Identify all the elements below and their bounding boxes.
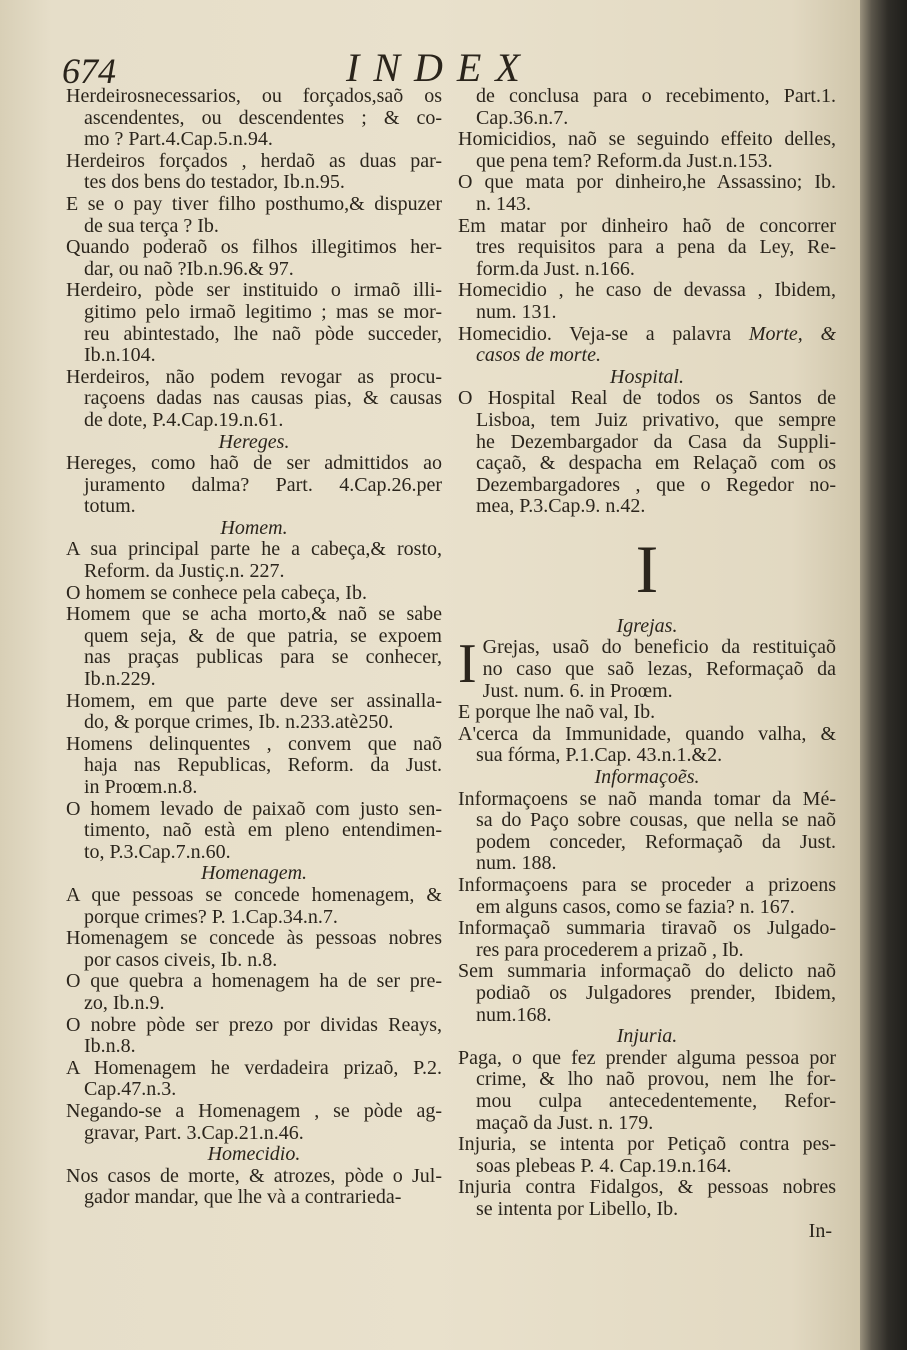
entry-line: A sua principal parte he a cabeça,& rosto, [66, 538, 442, 561]
entry-line: n. 143. [476, 192, 531, 215]
index-entry [458, 875, 836, 918]
entry-line: Nos casos de morte, & atrozes, pòde o Jul- [66, 1164, 442, 1187]
entry-line: soas plebeas P. 4. Cap.19.n.164. [476, 1154, 732, 1177]
entry-line: Negando-se a Homenagem , se pòde ag- [66, 1099, 442, 1122]
right-column [458, 86, 836, 1242]
section-heading: Homem. [220, 516, 288, 539]
index-entry [458, 86, 836, 129]
index-entry [66, 453, 442, 518]
book-edge-shadow [860, 0, 907, 1350]
entry-line: Injuria contra Fidalgos, & pessoas nobres [458, 1176, 836, 1199]
index-entry [458, 961, 836, 1026]
entry-line: do, & porque crimes, Ib. n.233.atè250. [84, 711, 394, 734]
entry-line: raçoens dadas nas causas pias, & causas [84, 387, 442, 410]
entry-line: Sem summaria informaçaõ do delicto naõ [458, 960, 836, 983]
entry-italic-text: casos de morte. [476, 344, 601, 367]
entry-line: sa do Paço sobre cousas, que nella se naõ [476, 809, 836, 832]
entry-line: E se o pay tiver filho posthumo,& dispuzer [66, 192, 442, 215]
index-entry [458, 388, 836, 518]
entry-line: tres requisitos para a pena da Ley, Re- [476, 236, 836, 259]
index-entry [66, 691, 442, 734]
entry-line: mea, P.3.Cap.9. n.42. [476, 495, 646, 518]
index-entry [66, 1101, 442, 1144]
section-heading: Injuria. [616, 1025, 678, 1048]
entry-line: mou culpa antecedentemente, Refor- [476, 1089, 836, 1112]
entry-line: Dezembargadores , que o Regedor no- [476, 473, 836, 496]
entry-line: O Hospital Real de todos os Santos de [458, 387, 836, 410]
entry-line: Injuria, se intenta por Petiçaõ contra pes- [458, 1133, 836, 1156]
entry-line: Herdeiro, pòde ser instituido o irmaõ illi- [66, 279, 442, 302]
entry-line: Homem que se acha morto,& naõ se sabe [66, 603, 442, 626]
entry-line: Ib.n.8. [84, 1035, 136, 1058]
entry-line: Homecidio , he caso de devassa , Ibidem, [458, 279, 836, 302]
entry-line: in Proœm.n.8. [84, 776, 198, 798]
index-entry [66, 583, 442, 605]
entry-line: juramento dalma? Part. 4.Cap.26.per [84, 473, 442, 496]
index-entry [66, 885, 442, 928]
entry-line: Em matar por dinheiro haõ de concorrer [458, 214, 836, 237]
running-title: INDEX [346, 45, 534, 90]
entry-line: de dote, P.4.Cap.19.n.61. [84, 408, 284, 431]
entry-line: reu abintestado, lhe naõ pòde succeder, [84, 322, 442, 345]
entry-line: no caso que saõ lezas, Reformaçaõ da [482, 658, 836, 681]
entry-text: Homecidio. Veja-se a palavra [458, 322, 749, 345]
entry-line: haja nas Republicas, Reform. da Just. [84, 754, 442, 777]
entry-line: Hereges, como haõ de ser admittidos ao [66, 452, 442, 475]
entry-line: O que mata por dinheiro,he Assassino; Ib. [458, 171, 836, 194]
entry-line: ascendentes, ou descendentes ; & co- [84, 106, 442, 129]
entry-line: por casos civeis, Ib. n.8. [84, 948, 278, 971]
entry-line: quem seja, & de que patria, se expoem [84, 624, 442, 647]
entry-line: gitimo pelo irmaõ legitimo ; mas se mor- [84, 300, 442, 323]
entry-line: Herdeirosnecessarios, ou forçados,saõ os [66, 85, 442, 107]
index-entry [66, 604, 442, 690]
section-heading: Hereges. [218, 430, 290, 453]
index-entry [458, 324, 836, 367]
index-entry [66, 86, 442, 151]
entry-line: caçaõ, & despacha em Relaçaõ com os [476, 452, 836, 475]
entry-line: Cap.47.n.3. [84, 1078, 177, 1101]
entry-line: Quando poderaõ os filhos illegitimos her- [66, 236, 442, 259]
entry-line: de conclusa para o recebimento, Part.1. [476, 85, 836, 107]
entry-line: nas praças publicas para se conhecer, [84, 646, 442, 669]
index-entry [66, 194, 442, 237]
index-entry [458, 918, 836, 961]
index-entry [66, 799, 442, 864]
entry-line: Lisboa, tem Juiz privativo, que sempre [476, 408, 836, 431]
entry-line: Cap.36.n.7. [476, 106, 569, 129]
entry-line: em alguns casos, como se fazia? n. 167. [476, 895, 795, 918]
index-entry [458, 1048, 836, 1134]
entry-line: tes dos bens do testador, Ib.n.95. [84, 171, 345, 194]
left-column [66, 86, 442, 1209]
entry-line: A Homenagem he verdadeira prizaõ, P.2. [66, 1056, 442, 1079]
index-entry [66, 539, 442, 582]
entry-line: O homem levado de paixaõ com justo sen- [66, 797, 442, 820]
entry-line: num. 131. [476, 300, 557, 323]
index-entry [66, 1058, 442, 1101]
drop-capital: I [458, 633, 477, 696]
entry-line: O nobre pòde ser prezo por dividas Reays, [66, 1013, 442, 1036]
entry-line: Reform. da Justiç.n. 227. [84, 560, 285, 583]
entry-line: totum. [84, 495, 136, 518]
entry-line: gador mandar, que lhe và a contrarieda- [84, 1186, 402, 1209]
index-entry [458, 1134, 836, 1177]
section-heading: Homecidio. [207, 1143, 301, 1166]
index-entry [458, 172, 836, 215]
entry-line: Informaçoens para se proceder a prizoens [458, 874, 836, 896]
index-entry [66, 734, 442, 799]
index-entry [458, 702, 836, 724]
entry-line: form.da Just. n.166. [476, 257, 635, 280]
entry-line: que pena tem? Reform.da Just.n.153. [476, 149, 773, 172]
entry-line: num.168. [476, 1003, 552, 1026]
entry-line: Ib.n.229. [84, 668, 156, 691]
index-entry [66, 237, 442, 280]
index-entry [458, 280, 836, 323]
entry-line: A que pessoas se concede homenagem, & [66, 883, 442, 906]
entry-line: num. 188. [476, 852, 557, 875]
index-entry [66, 1015, 442, 1058]
entry-line: Grejas, usaõ do beneficio da restituiçaõ [482, 636, 836, 659]
entry-line: zo, Ib.n.9. [84, 991, 165, 1014]
index-entry [66, 280, 442, 366]
entry-line: mo ? Part.4.Cap.5.n.94. [84, 128, 273, 151]
catchword: In- [808, 1219, 832, 1242]
entry-line [458, 324, 836, 346]
entry-line: de sua terça ? Ib. [84, 214, 219, 237]
alphabet-section-letter: I [635, 530, 659, 607]
entry-line: Herdeiros, não podem revogar as procu- [66, 365, 442, 388]
entry-line: crime, & lho naõ provou, nem lhe for- [476, 1068, 836, 1091]
entry-line: Homenagem se concede às pessoas nobres [66, 927, 442, 950]
index-entry [458, 129, 836, 172]
entry-line: Homicidios, naõ se seguindo effeito delles, [458, 128, 836, 151]
entry-line: Herdeiros forçados , herdaõ as duas par- [66, 149, 442, 172]
entry-line: Ib.n.104. [84, 344, 156, 367]
entry-line: E porque lhe naõ val, Ib. [458, 701, 656, 724]
index-entry [66, 971, 442, 1014]
index-entry [66, 151, 442, 194]
entry-line: gravar, Part. 3.Cap.21.n.46. [84, 1121, 304, 1144]
index-entry [66, 928, 442, 971]
entry-line: Homem, em que parte deve ser assinalla- [66, 689, 442, 712]
entry-line: timento, naõ està em pleno entendimen- [84, 819, 442, 842]
entry-line: Informaçaõ summaria tiravaõ os Julgado- [458, 917, 836, 940]
entry-line: Just. num. 6. in Proœm. [482, 679, 673, 702]
entry-line: A'cerca da Immunidade, quando valha, & [458, 722, 836, 745]
section-heading: Homenagem. [200, 862, 308, 885]
entry-line: podem conceder, Reformaçaõ da Just. [476, 830, 836, 853]
entry-line: O que quebra a homenagem ha de ser pre- [66, 970, 442, 993]
section-heading: Hospital. [610, 365, 684, 388]
entry-line: maçaõ da Just. n. 179. [476, 1111, 654, 1134]
entry-line: podiaõ os Julgadores prender, Ibidem, [476, 981, 836, 1004]
index-entry [66, 367, 442, 432]
index-entry [458, 216, 836, 281]
entry-line: sua fórma, P.1.Cap. 43.n.1.&2. [476, 744, 723, 767]
entry-italic-text: Morte, & [748, 322, 837, 345]
entry-line: he Dezembargador da Casa da Suppli- [476, 430, 836, 453]
entry-line: O homem se conhece pela cabeça, Ib. [66, 581, 367, 604]
section-heading: Igrejas. [616, 614, 678, 637]
entry-line: Informaçoens se naõ manda tomar da Mé- [458, 787, 836, 810]
entry-line: se intenta por Libello, Ib. [476, 1197, 679, 1220]
entry-line: dar, ou naõ ?Ib.n.96.& 97. [84, 257, 294, 280]
index-entry [458, 789, 836, 875]
entry-line: Homens delinquentes , convem que naõ [66, 732, 442, 755]
index-entry [66, 1166, 442, 1209]
index-entry [458, 633, 836, 702]
entry-line: res para procederem a prizaõ , Ib. [476, 938, 744, 961]
entry-line: Paga, o que fez prender alguma pessoa por [458, 1046, 836, 1069]
index-entry [458, 1177, 836, 1220]
index-entry [458, 724, 836, 767]
entry-line: to, P.3.Cap.7.n.60. [84, 840, 231, 863]
entry-line: porque crimes? P. 1.Cap.34.n.7. [84, 905, 338, 928]
page-number: 674 [62, 51, 116, 91]
section-heading: Informaçoẽs. [594, 766, 700, 789]
